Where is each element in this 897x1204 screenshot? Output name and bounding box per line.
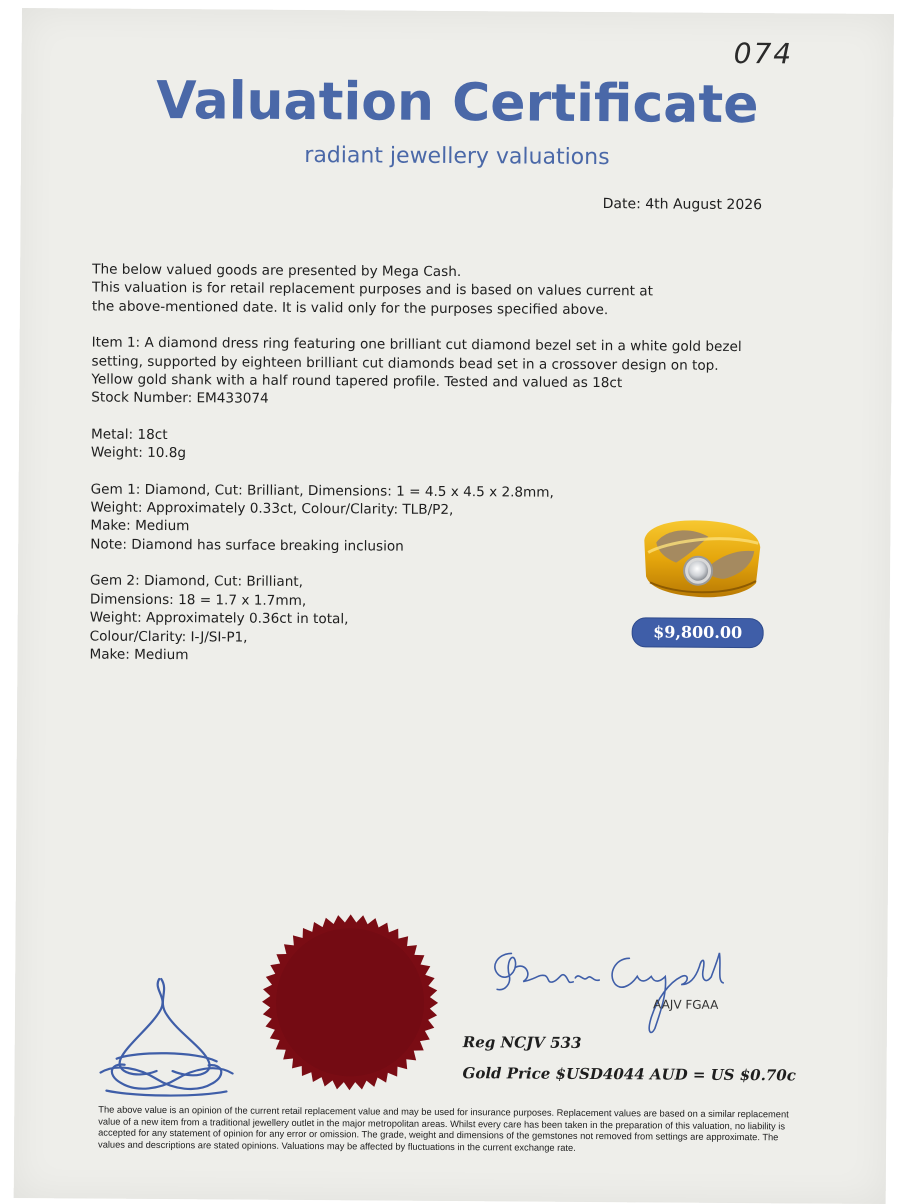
metal-paragraph (91, 425, 771, 467)
metal-line: Metal: 18ct (90, 426, 168, 443)
gem2-line: Make: Medium (89, 646, 189, 664)
gold-price: Gold Price $USD4044 AUD = US $0.70c (462, 1064, 796, 1085)
valuer-credentials: AAJV FGAA (653, 997, 719, 1012)
gem2-line: Gem 2: Diamond, Cut: Brilliant, (89, 572, 304, 591)
gem1-line: Weight: Approximately 0.33ct, Colour/Clarity: TLB/P2, (90, 499, 454, 519)
wax-seal-icon (259, 912, 440, 1093)
gem2-line: Colour/Clarity: I-J/SI-P1, (89, 627, 248, 646)
gem1-line: Make: Medium (90, 517, 190, 535)
intro-line: the above-mentioned date. It is valid only for the purposes specified above. (91, 298, 609, 318)
registration-number: Reg NCJV 533 (462, 1033, 582, 1052)
item-line: Item 1: A diamond dress ring featuring one brilliant cut diamond bezel set in a white gold bezel (91, 334, 742, 356)
valuation-price: $9,800.00 (632, 617, 764, 648)
certificate-subtitle: radiant jewellery valuations (304, 142, 610, 171)
item-line: Yellow gold shank with a half round tapered profile. Tested and valued as 18ct (91, 371, 623, 392)
intro-line: The below valued goods are presented by Mega Cash. (92, 261, 462, 281)
gem2-line: Dimensions: 18 = 1.7 x 1.7mm, (89, 591, 307, 609)
serial-number: 074 (733, 36, 794, 71)
gem1-line: Gem 1: Diamond, Cut: Brilliant, Dimensions: 1 = 4.5 x 4.5 x 2.8mm, (90, 481, 554, 501)
ring-photo (636, 512, 765, 603)
disclaimer-text: The above value is an opinion of the current retail replacement value and may be used for insurance purposes. Replacement values are based on a similar replacement value of a new item from a traditional jewellery outlet in the major metropolitan areas. Whilst every care has been taken in the preparation of this valuation, no liability is accepted for any statement of opinion for any error or omission. The grade, weight and dimensions of the gemstones not removed from settings are approximate. The values and descriptions are stated opinions. Valuations may be affected by fluctuations in the current exchange rate. (98, 1104, 789, 1153)
stock-number: Stock Number: EM433074 (91, 389, 269, 408)
weight-line: Weight: 10.8g (90, 444, 187, 462)
valuer-signature (475, 931, 736, 1043)
intro-paragraph (92, 260, 772, 320)
certificate-sheet (14, 8, 894, 1204)
valuation-date: Date: 4th August 2026 (602, 196, 763, 214)
ornamental-knot-logo (96, 975, 237, 1101)
intro-line: This valuation is for retail replacement purposes and is based on values current at (91, 279, 653, 300)
certificate-title: Valuation Certificate (155, 70, 759, 136)
item-paragraph (91, 334, 771, 412)
item-line: setting, supported by eighteen brilliant cut diamonds bead set in a crossover design on top. (91, 353, 719, 374)
gem2-line: Weight: Approximately 0.36ct in total, (89, 609, 349, 628)
gem1-note: Note: Diamond has surface breaking inclusion (90, 536, 404, 555)
